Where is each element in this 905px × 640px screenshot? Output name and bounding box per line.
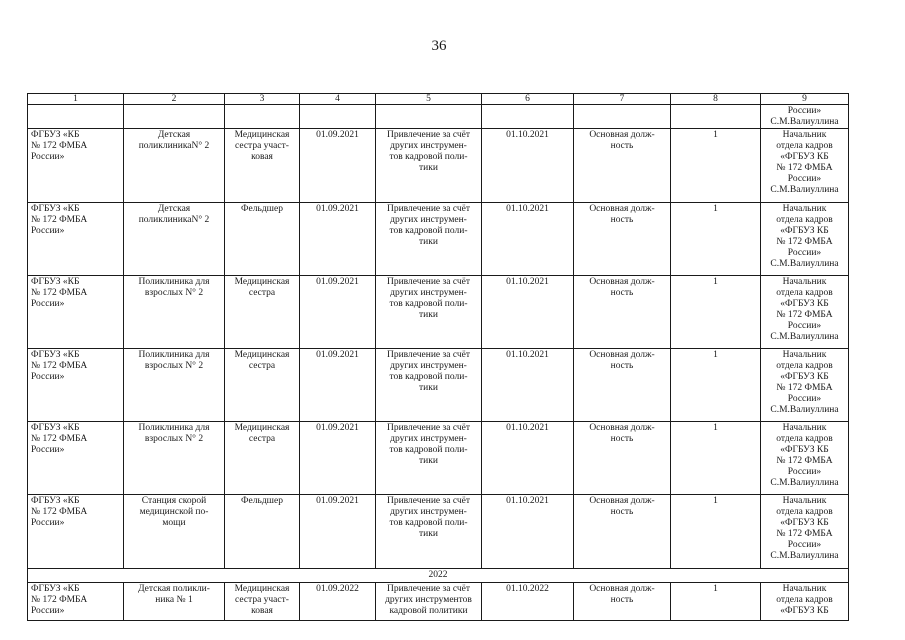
count-cell: 1 <box>671 129 761 203</box>
staffing-table <box>27 93 849 621</box>
start-date-cell: 01.09.2022 <box>300 583 376 621</box>
employment-kind-cell: Основная долж- ность <box>574 583 671 621</box>
employment-kind-cell: Основная долж- ность <box>574 276 671 349</box>
measure-cell: Привлечение за счёт других инструмен- тов кадровой поли- тики <box>376 349 482 422</box>
responsible-cell: Начальник отдела кадров «ФГБУЗ КБ № 172 ФМБА России» С.М.Валиуллина <box>761 495 849 569</box>
table-row <box>28 495 849 569</box>
column-header: 5 <box>376 94 482 105</box>
responsible-cell: Начальник отдела кадров «ФГБУЗ КБ № 172 ФМБА России» С.М.Валиуллина <box>761 422 849 495</box>
empty-cell <box>124 105 225 129</box>
organization-cell: ФГБУЗ «КБ № 172 ФМБА России» <box>28 495 124 569</box>
unit-cell: Детская поликлиникаN° 2 <box>124 129 225 203</box>
deadline-cell: 01.10.2021 <box>482 129 574 203</box>
start-date-cell: 01.09.2021 <box>300 203 376 276</box>
start-date-cell: 01.09.2021 <box>300 129 376 203</box>
unit-cell: Поликлиника для взрослых N° 2 <box>124 422 225 495</box>
empty-cell <box>300 105 376 129</box>
start-date-cell: 01.09.2021 <box>300 495 376 569</box>
count-cell: 1 <box>671 349 761 422</box>
empty-cell <box>376 105 482 129</box>
employment-kind-cell: Основная долж- ность <box>574 203 671 276</box>
column-header: 8 <box>671 94 761 105</box>
measure-cell: Привлечение за счёт других инструмен- тов кадровой поли- тики <box>376 203 482 276</box>
measure-cell: Привлечение за счёт других инструмен- тов кадровой поли- тики <box>376 129 482 203</box>
count-cell: 1 <box>671 422 761 495</box>
organization-cell: ФГБУЗ «КБ № 172 ФМБА России» <box>28 276 124 349</box>
unit-cell: Детская поликли- ника № 1 <box>124 583 225 621</box>
column-header: 9 <box>761 94 849 105</box>
column-header: 7 <box>574 94 671 105</box>
organization-cell: ФГБУЗ «КБ № 172 ФМБА России» <box>28 422 124 495</box>
organization-cell: ФГБУЗ «КБ № 172 ФМБА России» <box>28 203 124 276</box>
empty-cell <box>225 105 300 129</box>
deadline-cell: 01.10.2022 <box>482 583 574 621</box>
column-header: 4 <box>300 94 376 105</box>
deadline-cell: 01.10.2021 <box>482 276 574 349</box>
deadline-cell: 01.10.2021 <box>482 203 574 276</box>
start-date-cell: 01.09.2021 <box>300 349 376 422</box>
unit-cell: Станция скорой медицинской по- мощи <box>124 495 225 569</box>
employment-kind-cell: Основная долж- ность <box>574 495 671 569</box>
table-row <box>28 203 849 276</box>
count-cell: 1 <box>671 203 761 276</box>
position-cell: Медицинская сестра <box>225 422 300 495</box>
year-separator-row <box>28 569 849 583</box>
column-header: 1 <box>28 94 124 105</box>
measure-cell: Привлечение за счёт других инструмен- тов кадровой поли- тики <box>376 276 482 349</box>
deadline-cell: 01.10.2021 <box>482 422 574 495</box>
position-cell: Фельдшер <box>225 495 300 569</box>
responsible-cell: Начальник отдела кадров «ФГБУЗ КБ № 172 ФМБА России» С.М.Валиуллина <box>761 129 849 203</box>
column-header: 2 <box>124 94 225 105</box>
page-number: 36 <box>431 38 447 54</box>
position-cell: Медицинская сестра участ- ковая <box>225 129 300 203</box>
responsible-cell: России» С.М.Валиуллина <box>761 105 849 129</box>
unit-cell: Поликлиника для взрослых N° 2 <box>124 276 225 349</box>
employment-kind-cell: Основная долж- ность <box>574 422 671 495</box>
column-header: 6 <box>482 94 574 105</box>
organization-cell: ФГБУЗ «КБ № 172 ФМБА России» <box>28 349 124 422</box>
employment-kind-cell: Основная долж- ность <box>574 349 671 422</box>
table-row <box>28 422 849 495</box>
organization-cell: ФГБУЗ «КБ № 172 ФМБА России» <box>28 129 124 203</box>
unit-cell: Поликлиника для взрослых N° 2 <box>124 349 225 422</box>
empty-cell <box>482 105 574 129</box>
count-cell: 1 <box>671 495 761 569</box>
count-cell: 1 <box>671 276 761 349</box>
column-header: 3 <box>225 94 300 105</box>
responsible-cell: Начальник отдела кадров «ФГБУЗ КБ № 172 ФМБА России» С.М.Валиуллина <box>761 276 849 349</box>
position-cell: Медицинская сестра участ- ковая <box>225 583 300 621</box>
position-cell: Медицинская сестра <box>225 276 300 349</box>
year-label: 2022 <box>28 569 849 583</box>
start-date-cell: 01.09.2021 <box>300 276 376 349</box>
deadline-cell: 01.10.2021 <box>482 349 574 422</box>
measure-cell: Привлечение за счёт других инструмен- тов кадровой поли- тики <box>376 495 482 569</box>
unit-cell: Детская поликлиникаN° 2 <box>124 203 225 276</box>
deadline-cell: 01.10.2021 <box>482 495 574 569</box>
continuation-row <box>28 105 849 129</box>
responsible-cell: Начальник отдела кадров «ФГБУЗ КБ № 172 ФМБА России» С.М.Валиуллина <box>761 203 849 276</box>
organization-cell: ФГБУЗ «КБ № 172 ФМБА России» <box>28 583 124 621</box>
empty-cell <box>574 105 671 129</box>
start-date-cell: 01.09.2021 <box>300 422 376 495</box>
measure-cell: Привлечение за счёт других инструментов кадровой политики <box>376 583 482 621</box>
responsible-cell: Начальник отдела кадров «ФГБУЗ КБ <box>761 583 849 621</box>
table-row <box>28 583 849 621</box>
table-row <box>28 349 849 422</box>
measure-cell: Привлечение за счёт других инструмен- тов кадровой поли- тики <box>376 422 482 495</box>
table-header-row <box>28 94 849 105</box>
position-cell: Медицинская сестра <box>225 349 300 422</box>
responsible-cell: Начальник отдела кадров «ФГБУЗ КБ № 172 ФМБА России» С.М.Валиуллина <box>761 349 849 422</box>
empty-cell <box>671 105 761 129</box>
table-row <box>28 129 849 203</box>
empty-cell <box>28 105 124 129</box>
count-cell: 1 <box>671 583 761 621</box>
position-cell: Фельдшер <box>225 203 300 276</box>
employment-kind-cell: Основная долж- ность <box>574 129 671 203</box>
table-row <box>28 276 849 349</box>
